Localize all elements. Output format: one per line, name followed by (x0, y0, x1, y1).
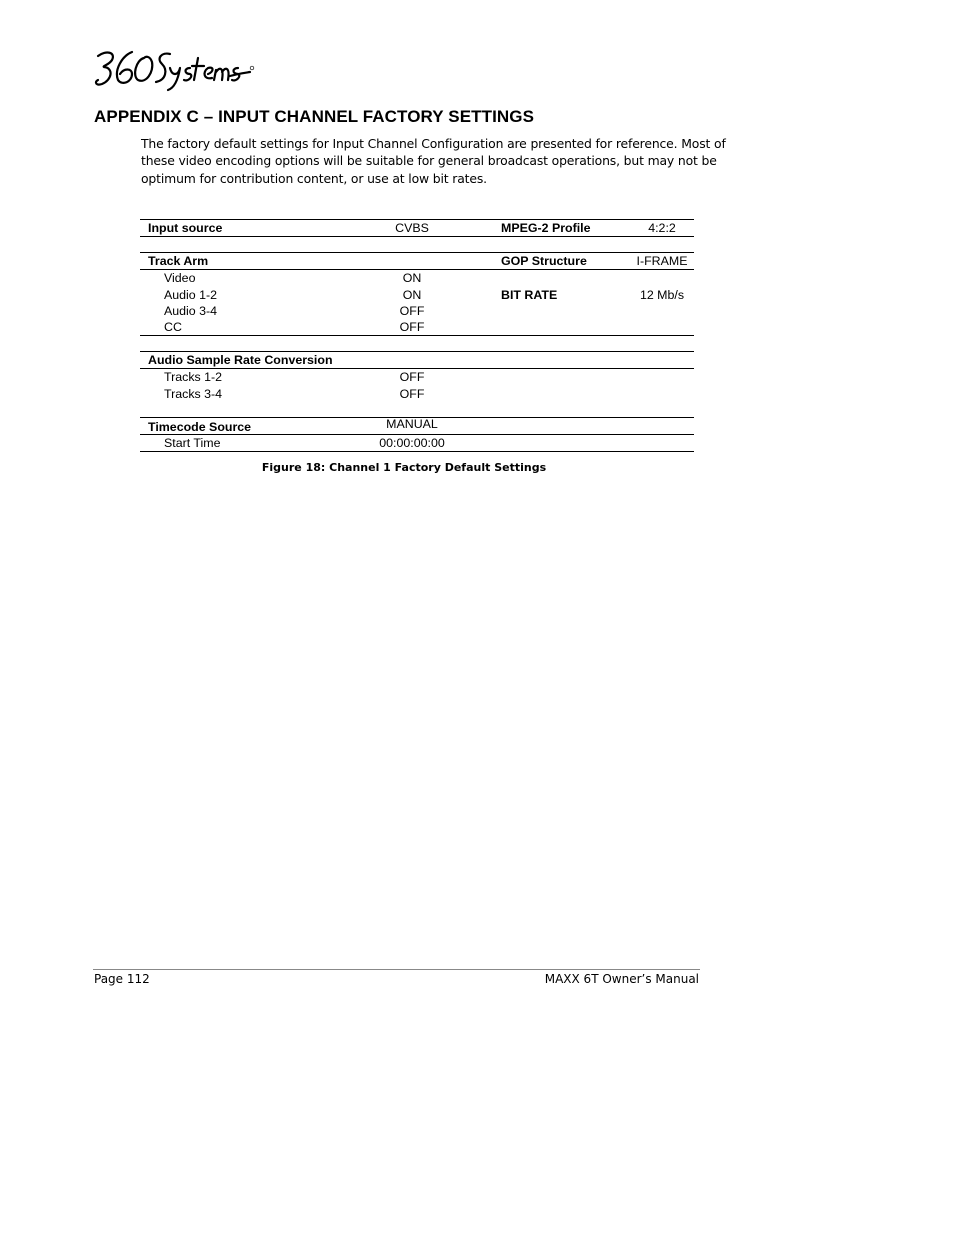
page-number: Page 112 (94, 972, 150, 986)
footer-divider (93, 969, 700, 970)
table-row (140, 252, 694, 270)
spacer (140, 237, 694, 252)
company-logo (92, 46, 257, 94)
spacer (140, 402, 694, 417)
track-cc-value: OFF (399, 319, 425, 334)
intro-paragraph: The factory default settings for Input Channel Configuration are presented for reference. Most of these video encoding options will be suitable for general broadcast operations, but may not be optimum for contribution content, or use at low bit rates. (141, 136, 726, 186)
table-row (140, 303, 694, 319)
table-row (140, 319, 694, 336)
page-title: APPENDIX C – INPUT CHANNEL FACTORY SETTINGS (94, 107, 535, 126)
table-row (140, 386, 694, 402)
track-cc-label: CC (164, 319, 182, 334)
table-row (140, 270, 694, 286)
mpeg2-profile-label: MPEG-2 Profile (501, 221, 591, 235)
track-video-value: ON (402, 271, 422, 286)
start-time-label: Start Time (164, 435, 221, 450)
start-time-value: 00:00:00:00 (379, 435, 445, 450)
table-row (140, 369, 694, 385)
gop-structure-value: I-FRAME (636, 254, 688, 269)
input-source-value: CVBS (395, 221, 429, 235)
mpeg2-profile-value: 4:2:2 (648, 221, 676, 235)
table-row (140, 351, 694, 369)
src-tracks34-label: Tracks 3-4 (164, 386, 223, 401)
gop-structure-label: GOP Structure (501, 254, 587, 269)
timecode-source-value: MANUAL (386, 416, 438, 431)
manual-title: MAXX 6T Owner’s Manual (544, 972, 699, 986)
track-audio12-label: Audio 1-2 (164, 287, 218, 302)
timecode-source-label: Timecode Source (148, 419, 252, 434)
track-arm-label: Track Arm (148, 254, 209, 269)
table-row (140, 287, 694, 303)
track-audio34-label: Audio 3-4 (164, 303, 218, 318)
figure-caption: Figure 18: Channel 1 Factory Default Settings (261, 461, 547, 474)
track-audio34-value: OFF (399, 303, 425, 318)
settings-table (140, 219, 694, 452)
src-tracks12-value: OFF (399, 370, 425, 385)
table-row (140, 435, 694, 452)
360-systems-logo-icon (92, 46, 257, 94)
input-source-label: Input source (148, 221, 223, 235)
track-video-label: Video (164, 271, 196, 286)
audio-src-label: Audio Sample Rate Conversion (148, 353, 333, 368)
spacer (140, 336, 694, 351)
table-row (140, 219, 694, 237)
src-tracks34-value: OFF (399, 386, 425, 401)
src-tracks12-label: Tracks 1-2 (164, 370, 223, 385)
bit-rate-value: 12 Mb/s (639, 287, 685, 302)
bit-rate-label: BIT RATE (501, 287, 558, 302)
table-row (140, 417, 694, 435)
track-audio12-value: ON (402, 287, 422, 302)
